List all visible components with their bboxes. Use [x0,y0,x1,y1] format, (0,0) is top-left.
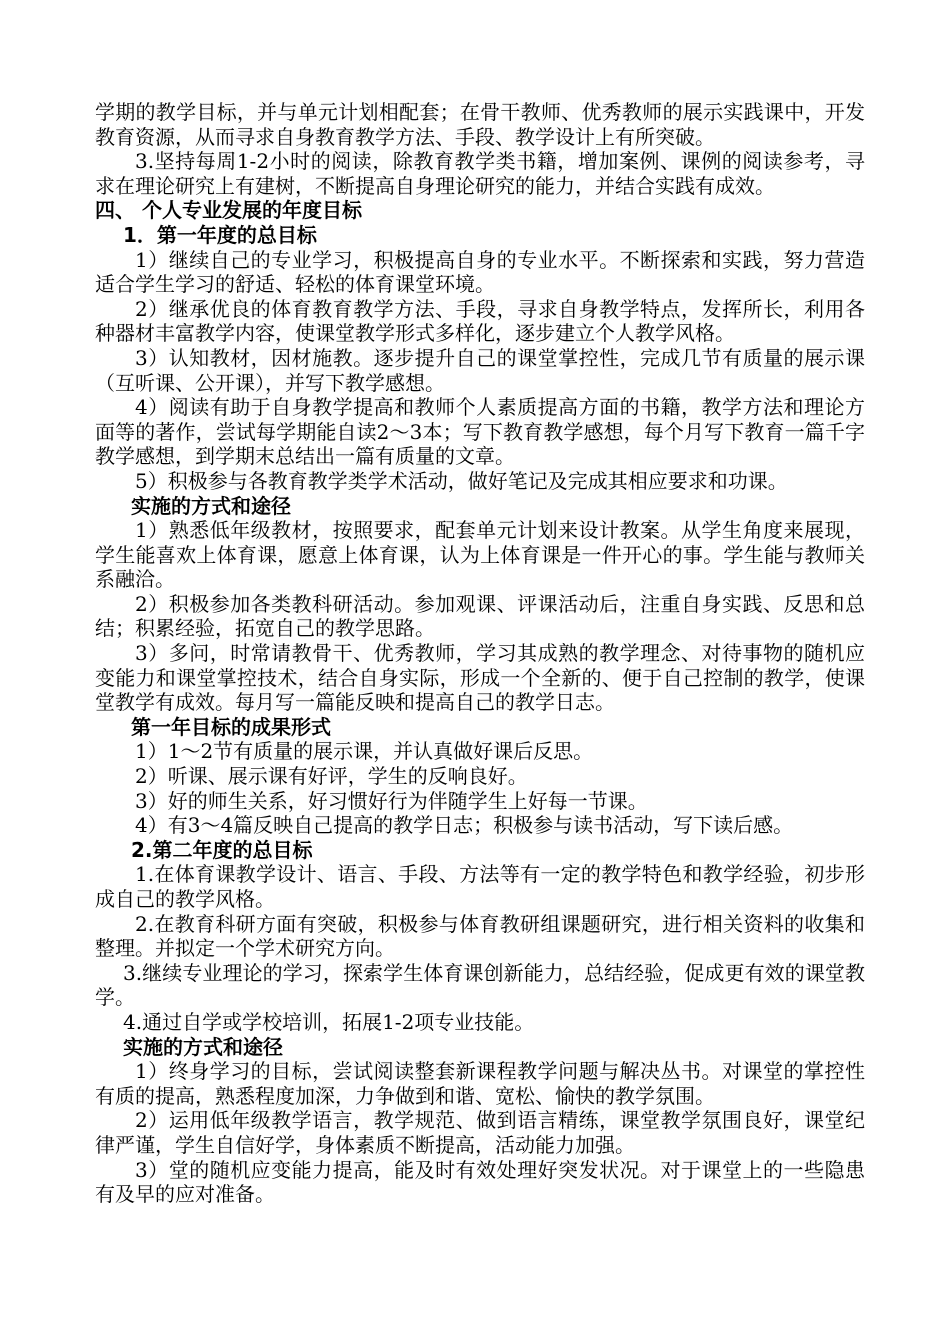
list-item: 3）认知教材，因材施教。逐步提升自己的课堂掌控性，完成几节有质量的展示课（互听课、公开课），并写下教学感想。 [95,345,865,395]
paragraph: 学期的教学目标，并与单元计划相配套；在骨干教师、优秀教师的展示实践课中，开发教育资源，从而寻求自身教育教学方法、手段、教学设计上有所突破。 [95,100,865,149]
list-item: 4.通过自学或学校培训，拓展1-2项专业技能。 [123,1009,535,1034]
list-item: 2.在教育科研方面有突破，积极参与体育教研组课题研究，进行相关资料的收集和整理。并拟定一个学术研究方向。 [95,911,865,961]
document-body [95,100,865,1207]
paragraph: 3.坚持每周1-2小时的阅读，除教育教学类书籍，增加案例、课例的阅读参考，寻求在理论研究上有建树，不断提高自身理论研究的能力，并结合实践有成效。 [95,149,865,198]
list-item: 1.在体育课教学设计、语言、手段、方法等有一定的教学特色和教学经验，初步形成自己的教学风格。 [95,862,865,911]
list-item: 1）1～2节有质量的展示课，并认真做好课后反思。 [135,739,594,764]
list-item: 4）阅读有助于自身教学提高和教师个人素质提高方面的书籍，教学方法和理论方面等的著作，尝试每学期能自读2～3本；写下教育教学感想，每个月写下教育一篇千字教学感想，到学期末总结出一篇有质量的文章。 [95,395,865,469]
list-item: 3.继续专业理论的学习，探索学生体育课创新能力，总结经验，促成更有效的课堂教学。 [95,960,865,1010]
subsection-heading: 2.第二年度的总目标 [131,837,313,862]
subsection-heading: 实施的方式和途径 [131,493,291,518]
list-item: 3）好的师生关系，好习惯好行为伴随学生上好每一节课。 [135,788,648,813]
subsection-heading: 1．第一年度的总目标 [123,222,317,247]
subsection-heading: 第一年目标的成果形式 [131,714,331,739]
list-item: 5）积极参与各教育教学类学术活动，做好笔记及完成其相应要求和功课。 [135,468,788,493]
list-item: 1）熟悉低年级教材，按照要求，配套单元计划来设计教案。从学生角度来展现，学生能喜欢上体育课，愿意上体育课，认为上体育课是一件开心的事。学生能与教师关系融洽。 [95,518,865,592]
list-item: 2）积极参加各类教科研活动。参加观课、评课活动后，注重自身实践、反思和总结；积累经验，拓宽自己的教学思路。 [95,591,865,641]
subsection-heading: 实施的方式和途径 [123,1034,283,1059]
list-item: 3）多问，时常请教骨干、优秀教师，学习其成熟的教学理念、对待事物的随机应变能力和课堂掌控技术，结合自身实际，形成一个全新的、便于自己控制的教学，使课堂教学有成效。每月写一篇能反映和提高自己的教学日志。 [95,641,865,715]
list-item: 1）继续自己的专业学习，积极提高自身的专业水平。不断探索和实践，努力营造适合学生学习的舒适、轻松的体育课堂环境。 [95,247,865,297]
list-item: 2）听课、展示课有好评，学生的反响良好。 [135,764,528,789]
list-item: 2）运用低年级教学语言，教学规范、做到语言精练，课堂教学氛围良好，课堂纪律严谨，学生自信好学，身体素质不断提高，活动能力加强。 [95,1108,865,1157]
section-heading: 四、 个人专业发展的年度目标 [95,198,362,223]
list-item: 1）终身学习的目标，尝试阅读整套新课程教学问题与解决丛书。对课堂的掌控性有质的提高，熟悉程度加深，力争做到和谐、宽松、愉快的教学氛围。 [95,1059,865,1108]
list-item: 3）堂的随机应变能力提高，能及时有效处理好突发状况。对于课堂上的一些隐患有及早的应对准备。 [95,1157,865,1207]
list-item: 2）继承优良的体育教育教学方法、手段，寻求自身教学特点，发挥所长，利用各种器材丰富教学内容，使课堂教学形式多样化，逐步建立个人教学风格。 [95,296,865,346]
list-item: 4）有3～4篇反映自己提高的教学日志；积极参与读书活动，写下读后感。 [135,813,794,838]
